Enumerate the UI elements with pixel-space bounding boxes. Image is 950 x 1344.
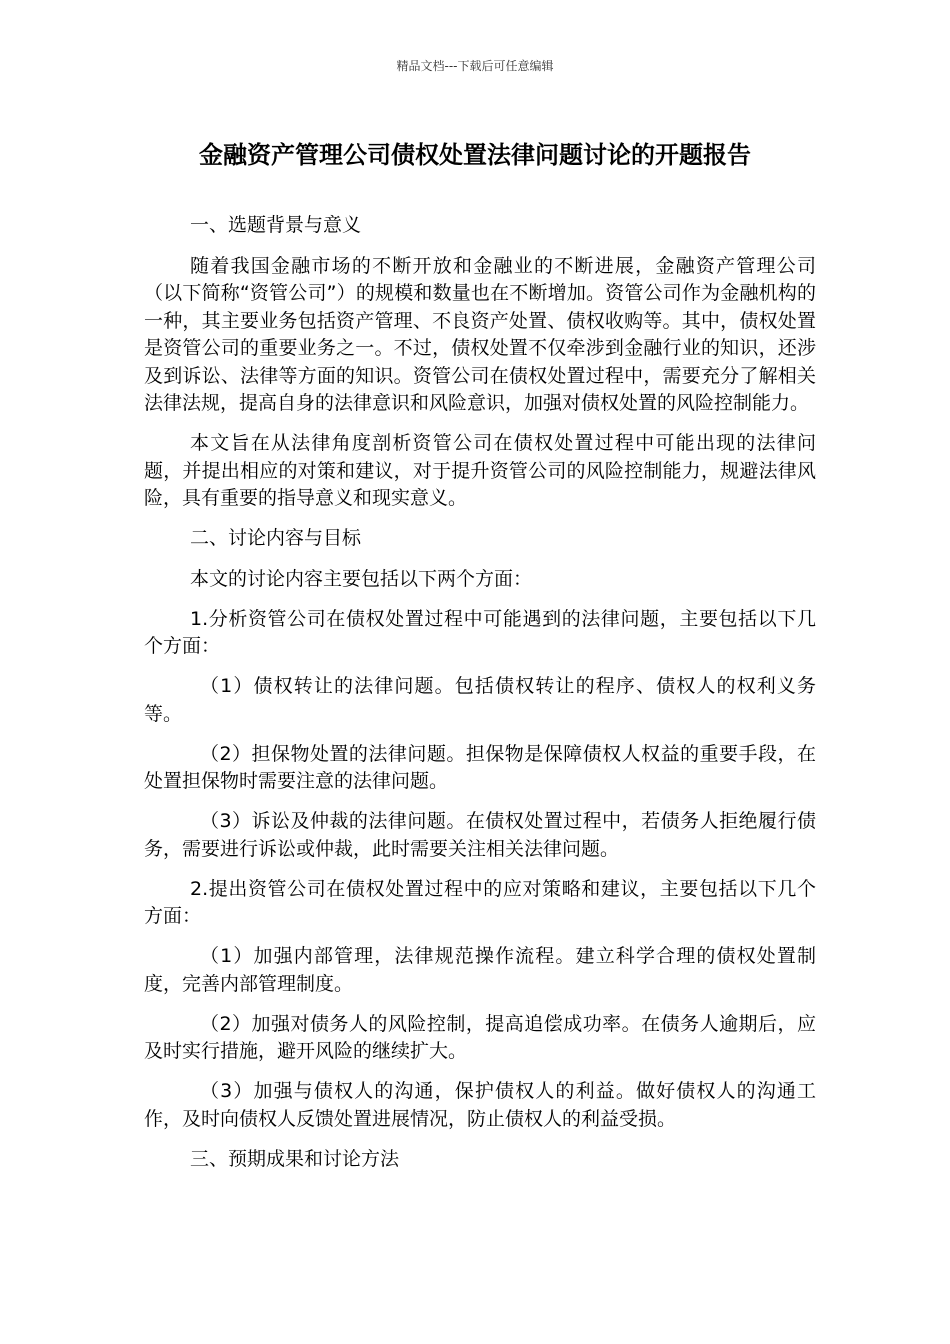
list-item-2-sub-2: （2）加强对债务人的风险控制，提高追偿成功率。在债务人逾期后，应及时实行措施，避开风险的继续扩大。	[144, 1012, 816, 1062]
section1-heading: 一、选题背景与意义	[190, 214, 362, 236]
document-body	[144, 212, 816, 1186]
document-title: 金融资产管理公司债权处置法律问题讨论的开题报告	[199, 141, 751, 169]
section2-heading: 二、讨论内容与目标	[190, 527, 362, 549]
list-item-1-sub-3: （3）诉讼及仲裁的法律问题。在债权处置过程中，若债务人拒绝履行债务，需要进行诉讼或仲裁，此时需要关注相关法律问题。	[144, 810, 816, 860]
section1-paragraph-1: 随着我国金融市场的不断开放和金融业的不断进展，金融资产管理公司（以下简称“资管公司”）的规模和数量也在不断增加。资管公司作为金融机构的一种，其主要业务包括资产管理、不良资产处置、债权收购等。其中，债权处置是资管公司的重要业务之一。不过，债权处置不仅牵涉到金融行业的知识，还涉及到诉讼、法律等方面的知识。资管公司在债权处置过程中，需要充分了解相关法律法规，提高自身的法律意识和风险意识，加强对债权处置的风险控制能力。	[144, 254, 816, 414]
list-item-1: 1.分析资管公司在债权处置过程中可能遇到的法律问题，主要包括以下几个方面：	[144, 607, 816, 657]
list-item-1-sub-1: （1）债权转让的法律问题。包括债权转让的程序、债权人的权利义务等。	[144, 675, 816, 725]
list-item-2-sub-1: （1）加强内部管理，法律规范操作流程。建立科学合理的债权处置制度，完善内部管理制度。	[144, 945, 816, 995]
section3-heading: 三、预期成果和讨论方法	[190, 1147, 400, 1170]
header-watermark: 精品文档---下载后可任意编辑	[396, 59, 554, 73]
section2-intro: 本文的讨论内容主要包括以下两个方面：	[190, 567, 533, 590]
list-item-2: 2.提出资管公司在债权处置过程中的应对策略和建议，主要包括以下几个方面：	[144, 877, 816, 927]
list-item-1-sub-2: （2）担保物处置的法律问题。担保物是保障债权人权益的重要手段，在处置担保物时需要注意的法律问题。	[144, 742, 816, 792]
section1-paragraph-2: 本文旨在从法律角度剖析资管公司在债权处置过程中可能出现的法律问题，并提出相应的对策和建议，对于提升资管公司的风险控制能力，规避法律风险，具有重要的指导意义和现实意义。	[144, 432, 816, 509]
list-item-2-sub-3: （3）加强与债权人的沟通，保护债权人的利益。做好债权人的沟通工作，及时向债权人反馈处置进展情况，防止债权人的利益受损。	[144, 1080, 816, 1130]
